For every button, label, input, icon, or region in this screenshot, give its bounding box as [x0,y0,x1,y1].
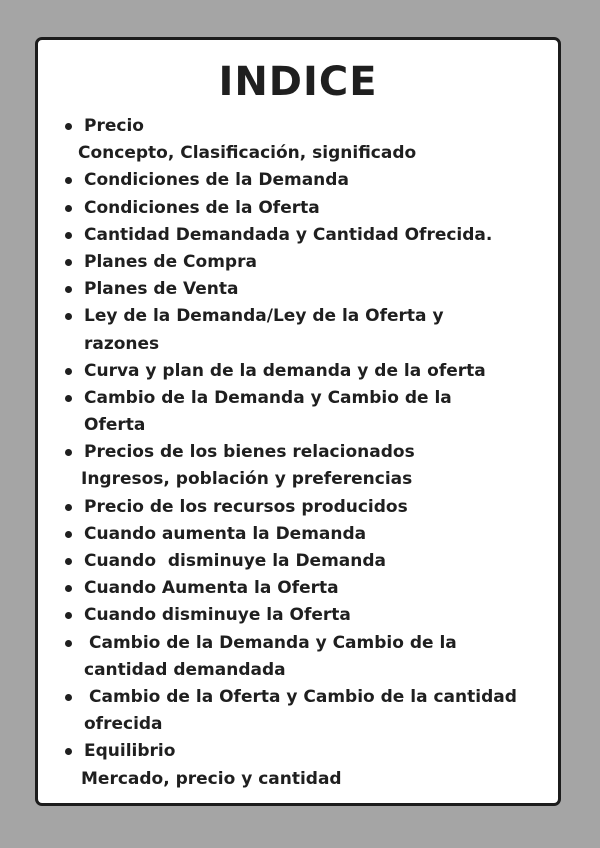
bullet-icon [65,748,72,755]
index-page [35,37,561,806]
bullet-icon [65,504,72,511]
bullet-icon [65,313,72,320]
list-item: Planes de Compra [38,249,558,276]
list-item: Cambio de la Oferta y Cambio de la cantidad [38,684,558,711]
list-item: Cambio de la Demanda y Cambio de la [38,630,558,657]
bullet-icon [65,558,72,565]
list-item: Cuando disminuye la Oferta [38,602,558,629]
bullet-icon [65,585,72,592]
bullet-icon [65,395,72,402]
bullet-icon [65,286,72,293]
list-item: Precio de los recursos producidos [38,494,558,521]
list-item: Precio [38,113,558,140]
bullet-icon [65,449,72,456]
page-title: INDICE [218,59,378,105]
list-item: Cuando Aumenta la Oferta [38,575,558,602]
list-item: Cuando aumenta la Demanda [38,521,558,548]
bullet-icon [65,259,72,266]
bullet-icon [65,232,72,239]
list-item-continuation: razones [84,333,160,354]
list-item-continuation: ofrecida [84,714,163,735]
list-item: Equilibrio [38,738,558,765]
list-item: Curva y plan de la demanda y de la oferta [38,358,558,385]
list-item: Condiciones de la Oferta [38,195,558,222]
index-list [38,113,558,793]
list-item: Cambio de la Demanda y Cambio de la [38,385,558,412]
bullet-icon [65,205,72,212]
list-subitem: Mercado, precio y cantidad [81,768,342,789]
bullet-icon [65,123,72,130]
list-subitem: Concepto, Clasificación, significado [78,143,417,164]
bullet-icon [65,612,72,619]
list-item: Cuando disminuye la Demanda [38,548,558,575]
list-item: Ley de la Demanda/Ley de la Oferta y [38,303,558,330]
list-item: Condiciones de la Demanda [38,167,558,194]
list-subitem: Ingresos, población y preferencias [81,469,413,490]
list-item: Planes de Venta [38,276,558,303]
bullet-icon [65,531,72,538]
bullet-icon [65,368,72,375]
list-item: Cantidad Demandada y Cantidad Ofrecida. [38,222,558,249]
list-item: Precios de los bienes relacionados [38,439,558,466]
bullet-icon [65,177,72,184]
bullet-icon [65,694,72,701]
list-item-continuation: cantidad demandada [84,659,286,680]
list-item-continuation: Oferta [84,415,146,436]
bullet-icon [65,640,72,647]
